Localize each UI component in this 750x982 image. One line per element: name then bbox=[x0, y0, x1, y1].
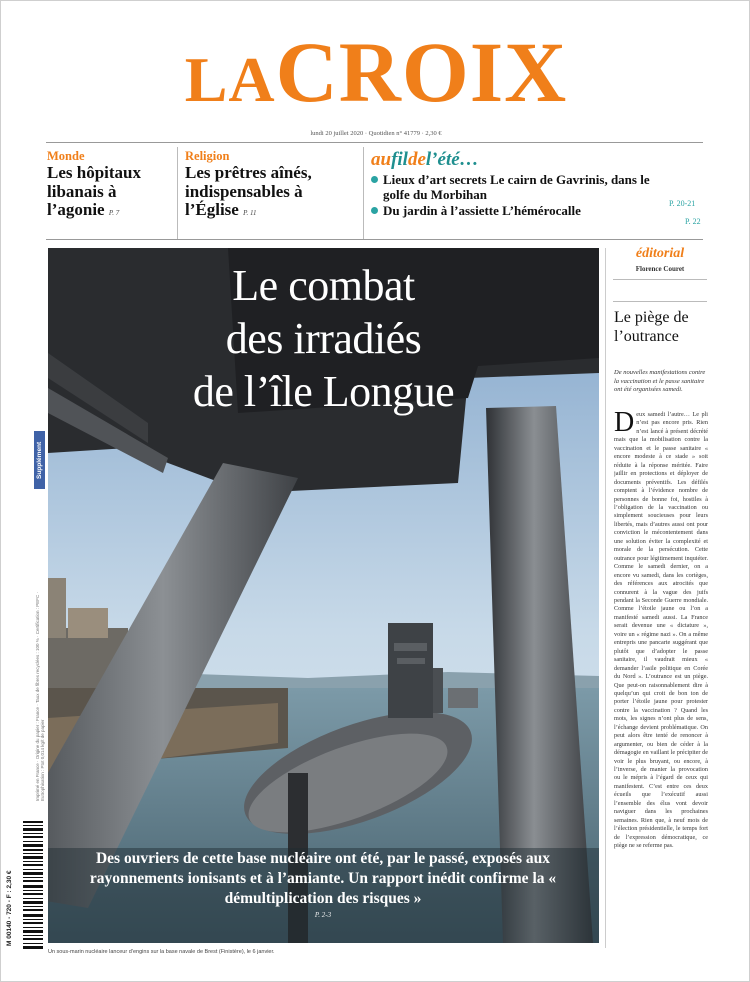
teaser-monde[interactable] bbox=[47, 149, 172, 223]
ete-item[interactable]: Du jardin à l’assiette L’hémérocalle bbox=[371, 203, 671, 218]
teaser-title: Les hôpitaux libanais à l’agonie P. 7 bbox=[47, 163, 141, 219]
photo-caption: Un sous-marin nucléaire lanceur d’engins sur la base navale de Brest (Finistère), le 6 janvier. bbox=[48, 949, 275, 955]
ete-title: aufildel’été… bbox=[371, 149, 479, 170]
teaser-kicker: Monde bbox=[47, 149, 85, 163]
standfirst: Des ouvriers de cette base nucléaire ont été, par le passé, exposés aux rayonnements ionisants et à l’amiante. Un rapport inédit confirme la « démultiplication des risques » P. 2-3 bbox=[58, 849, 588, 920]
editorial-deck: De nouvelles manifestations contre la vaccination et le passe sanitaire ont été organisées samedi. bbox=[614, 369, 706, 393]
bullet-icon bbox=[371, 207, 378, 214]
editorial-dropcap: D bbox=[614, 411, 635, 438]
ete-item[interactable]: Lieux d’art secrets Le cairn de Gavrinis, dans le golfe du Morbihan bbox=[371, 172, 671, 202]
teaser-religion[interactable] bbox=[185, 149, 357, 223]
teaser-kicker: Religion bbox=[185, 149, 230, 163]
teaser-separator bbox=[177, 147, 178, 239]
masthead-la: LA bbox=[184, 44, 276, 115]
editorial-title[interactable]: Le piège de l’outrance bbox=[614, 309, 689, 345]
editorial-author: Florence Couret bbox=[635, 265, 685, 273]
teaser-title: Les prêtres aînés, indispensables à l’Église P. 11 bbox=[185, 163, 312, 219]
barcode bbox=[19, 819, 47, 954]
au-fil-de-lete[interactable] bbox=[371, 149, 711, 218]
bullet-icon bbox=[371, 176, 378, 183]
editorial-body: Deux samedi l’autre… Le pli n’est pas encore pris. Rien n’est lancé à présent décrété mais que la mobilisation contre la vaccination et le passe sanitaire « encore modeste à ce stade » soit réduite à la réponse méritée. Faire jaillir en protections et déployer de documents préventifs. Les défilés comptent à l’évidence nombre de personnes de bonne foi, hostiles à l’obligation de la vaccination ou simplement soucieuses pour leurs libertés, mais d’autres aussi ont pour conviction le mécontentement dans une solution éviter la complexité et morale de la persécution. Cette outrance pour légitimement inquiéter. Comme le samedi dernier, on a encore vu samedi, dans les cortèges, des références aux atrocités que connurent à la vague des juifs pendant la Seconde Guerre mondiale. Comme l’étoile jaune ou l’on a manifesté samedi aussi. La France serait devenue une « dictature », voire un « régime nazi ». On a même entrepris une pancarte suggérant que plutôt que d’adopter le passe sanitaire, il vaudrait mieux « demander l’asile politique en Corée du Nord ». L’outrance est un piège. Que peut-on raisonnablement dire à quelqu’un qui croit de bon ton de porter l’étoile jaune pour protester contre la vaccination ? Quand les mots, les signes n’ont plus de sens, l’échange devient problématique. On peut alors être tenté de renoncer à argumenter, ou bien de céder à la démagogie en vaillant le précipiter de voir le plus bruyant, ou encore, à l’inverse, de manier la provocation ou le mépris à l’égard de ceux qui manifestent. C’est entre ces deux écueils que l’exécutif aussi l’ensemble des élus vont devoir naviguer dans les prochaines semaines. Rien que, à neuf mois de l’élection présidentielle, le temps fort de l’expression démocratique, ce piège ne se referme pas. bbox=[614, 411, 708, 850]
main-headline[interactable]: Le combat des irradiés de l’île Longue bbox=[192, 261, 455, 416]
ete-page: P. 20-21 bbox=[669, 199, 696, 208]
top-rule bbox=[46, 142, 703, 143]
editorial-rule bbox=[613, 279, 707, 280]
mid-rule bbox=[46, 239, 703, 240]
editorial-label: éditorial bbox=[635, 246, 685, 261]
masthead-croix: CROIX bbox=[275, 24, 568, 120]
ete-page: P. 22 bbox=[685, 217, 701, 226]
dateline: lundi 20 juillet 2020 · Quotidien n° 41779 · 2,30 € bbox=[310, 130, 442, 137]
masthead-logo[interactable] bbox=[1, 24, 750, 123]
teaser-page: P. 7 bbox=[108, 209, 120, 217]
barcode-price: M 00140 - 720 - F : 2,30 € bbox=[6, 870, 13, 946]
teaser-separator bbox=[363, 147, 364, 239]
teaser-page: P. 11 bbox=[243, 209, 257, 217]
editorial-separator bbox=[605, 248, 606, 948]
editorial-rule bbox=[613, 301, 707, 302]
standfirst-page: P. 2-3 bbox=[314, 911, 332, 919]
supplement-tab[interactable]: Supplément bbox=[34, 431, 45, 489]
spine-legal-text: Imprimé en France · Origine du papier : France · Taux de fibres recyclées : 100 % · Certification : PEFC · Eutrophisation : Ptot 0,014 kg/t de papier bbox=[35, 592, 45, 801]
